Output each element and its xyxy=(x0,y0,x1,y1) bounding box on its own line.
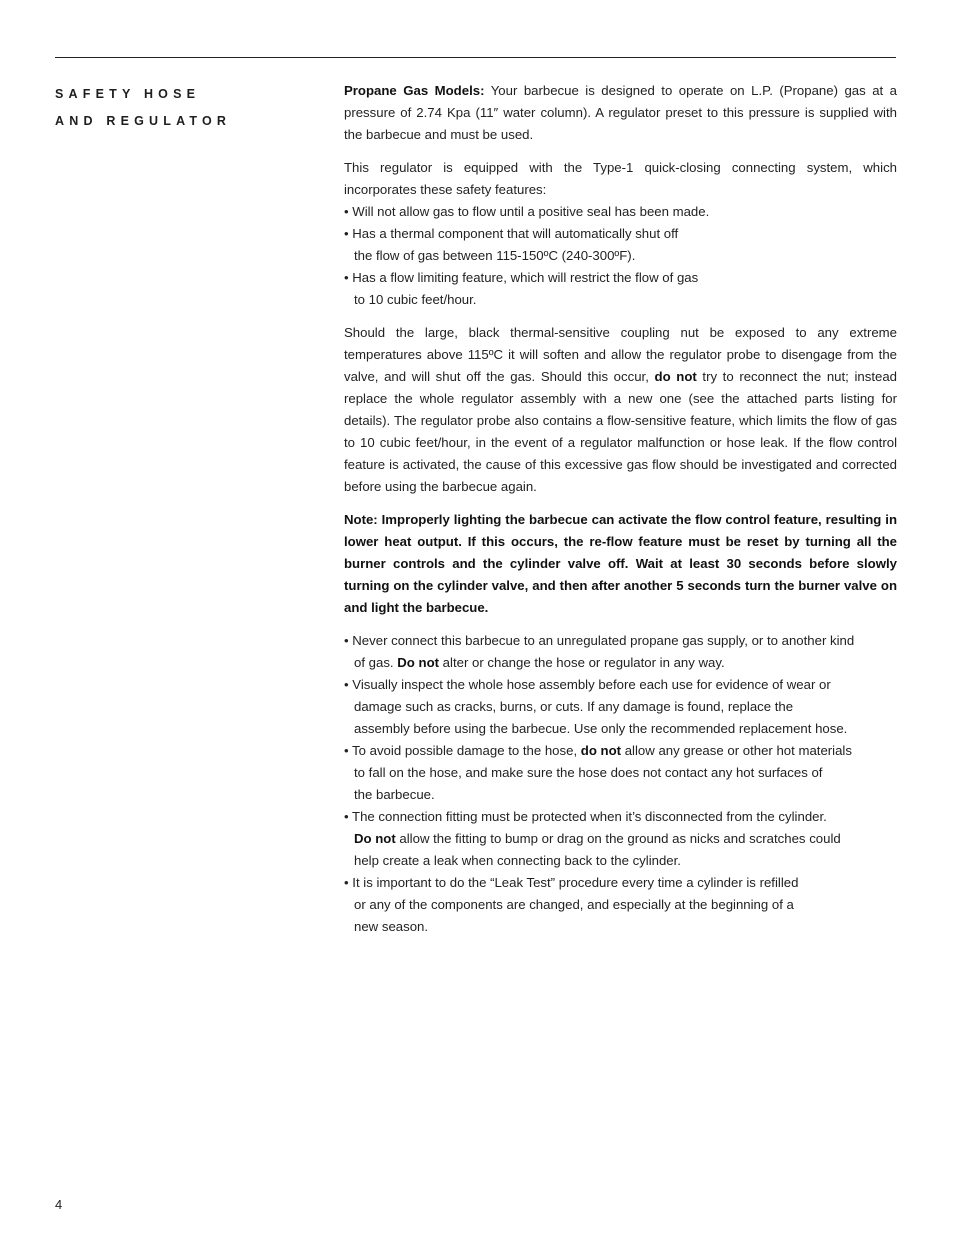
warning-line: • Visually inspect the whole hose assembly before each use for evidence of wear or xyxy=(344,677,831,692)
warning-line: assembly before using the barbecue. Use only the recommended replacement hose. xyxy=(354,721,848,736)
warning-line: • Never connect this barbecue to an unregulated propane gas supply, or to another kind xyxy=(344,633,855,648)
warning-text: alter or change the hose or regulator in any way. xyxy=(439,655,725,670)
intro-text: Your barbecue is designed to operate on L.P. (Propane) gas at a pressure of 2.74 Kpa (11″ water column). A regulator preset to this pressure is supplied with the barbecue and must be used. xyxy=(344,83,897,142)
page-number: 4 xyxy=(55,1197,63,1212)
warning-item xyxy=(344,872,897,938)
coupling-bold: do not xyxy=(654,369,697,384)
feature-line: • Has a flow limiting feature, which will restrict the flow of gas xyxy=(344,270,699,285)
section-title xyxy=(55,81,315,135)
warning-line: damage such as cracks, burns, or cuts. If any damage is found, replace the xyxy=(354,699,794,714)
warning-line: the barbecue. xyxy=(354,787,435,802)
intro-paragraph xyxy=(344,80,897,146)
warning-line xyxy=(344,828,897,850)
feature-line: • Has a thermal component that will automatically shut off xyxy=(344,226,679,241)
warning-text: allow any grease or other hot materials xyxy=(621,743,852,758)
warning-line: • The connection fitting must be protected when it’s disconnected from the cylinder. xyxy=(344,809,827,824)
section-title-line2: AND REGULATOR xyxy=(55,114,232,128)
section-title-line1: SAFETY HOSE xyxy=(55,87,201,101)
feature-item xyxy=(344,223,897,267)
warning-line xyxy=(344,652,897,674)
coupling-text-a: Should the large, black thermal-sensitive coupling nut be exposed to any extreme temperatures above 115ºC it will soften and allow the regulator probe to disengage from the valve, and will shut off the gas. Should this occur, xyxy=(344,325,897,384)
intro-lead: Propane Gas Models: xyxy=(344,83,485,98)
warning-line: • It is important to do the “Leak Test” procedure every time a cylinder is refilled xyxy=(344,875,799,890)
coupling-text-b: try to reconnect the nut; instead replace the whole regulator assembly with a new one (see the attached parts listing for details). The regulator probe also contains a flow-sensitive feature, which limits the flow of gas to 10 cubic feet/hour, in the event of a regulator malfunction or hose leak. If the flow control feature is activated, the cause of this excessive gas flow should be investigated and corrected before using the barbecue again. xyxy=(344,369,897,494)
warning-item xyxy=(344,740,897,806)
regulator-features xyxy=(344,157,897,311)
warning-text: • To avoid possible damage to the hose, xyxy=(344,743,581,758)
warning-line: or any of the components are changed, and especially at the beginning of a xyxy=(354,897,794,912)
warning-line: new season. xyxy=(354,919,429,934)
feature-item xyxy=(344,201,897,223)
warning-text: allow the fitting to bump or drag on the ground as nicks and scratches could xyxy=(395,831,841,846)
warnings-list xyxy=(344,630,897,938)
note-paragraph: Note: Improperly lighting the barbecue can activate the flow control feature, resulting in lower heat output. If this occurs, the re-flow feature must be reset by turning all the burner controls and the cylinder valve off. Wait at least 30 seconds before slowly turning on the cylinder valve, and then after another 5 seconds turn the burner valve on and light the barbecue. xyxy=(344,512,897,615)
warning-line: to fall on the hose, and make sure the hose does not contact any hot surfaces of xyxy=(354,765,823,780)
warning-item xyxy=(344,674,897,740)
warning-line: help create a leak when connecting back to the cylinder. xyxy=(354,853,681,868)
regulator-intro: This regulator is equipped with the Type-1 quick-closing connecting system, which incorporates these safety features: xyxy=(344,160,897,197)
warning-item xyxy=(344,806,897,872)
feature-line: to 10 cubic feet/hour. xyxy=(354,292,477,307)
coupling-paragraph xyxy=(344,322,897,498)
feature-line: • Will not allow gas to flow until a positive seal has been made. xyxy=(344,204,710,219)
feature-line: the flow of gas between 115-150ºC (240-300ºF). xyxy=(354,248,636,263)
warning-line xyxy=(344,740,897,762)
header-rule xyxy=(55,57,896,58)
warning-bold: Do not xyxy=(354,831,396,846)
warning-bold: do not xyxy=(580,743,622,758)
warning-item xyxy=(344,630,897,674)
main-content xyxy=(344,80,897,949)
warning-text: of gas. xyxy=(354,655,398,670)
warning-bold: Do not xyxy=(397,655,440,670)
feature-item xyxy=(344,267,897,311)
